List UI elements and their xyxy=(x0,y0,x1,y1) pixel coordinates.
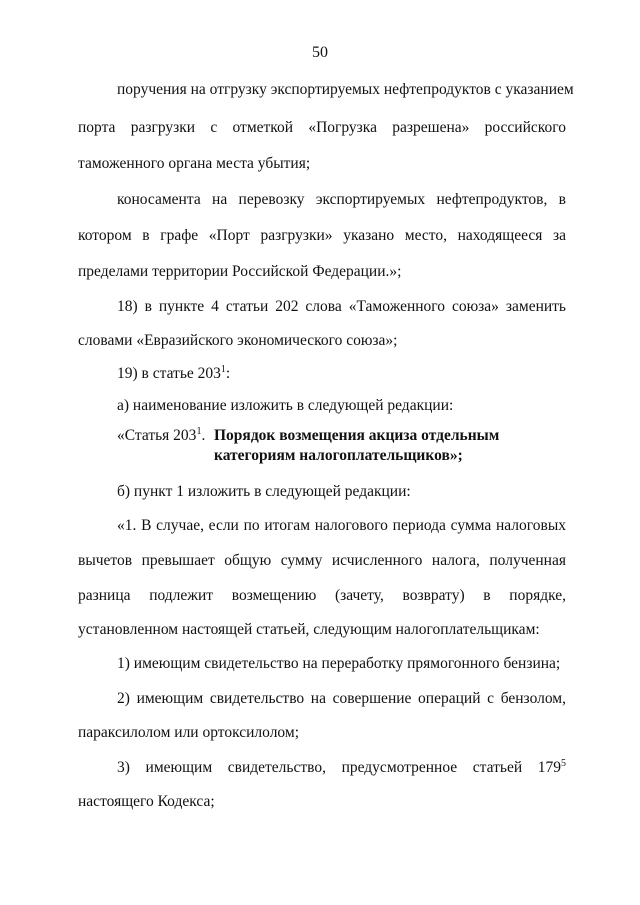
text-line: параксилолом или ортоксилолом; xyxy=(78,724,299,741)
text-fragment: 19) в статье 203 xyxy=(117,365,221,382)
text-line: настоящего Кодекса; xyxy=(78,793,215,810)
text-line: 1) имеющим свидетельство на переработку прямогонного бензина; xyxy=(117,655,561,672)
text-line: установленном настоящей статьей, следующим налогоплательщикам: xyxy=(78,621,540,638)
text-line: порта разгрузки с отметкой «Погрузка разрешена» российского xyxy=(78,119,566,136)
text-line: вычетов превышает общую сумму исчисленного налога, полученная xyxy=(78,552,566,569)
text-fragment: 3) имеющим свидетельство, предусмотренное статьей 179 xyxy=(117,759,561,776)
text-line: разница подлежит возмещению (зачету, возврату) в порядке, xyxy=(78,587,566,604)
article-title-line-2: категориям налогоплательщиков»; xyxy=(214,447,463,464)
text-line: коносамента на перевозку экспортируемых нефтепродуктов, в xyxy=(117,191,566,208)
text-line xyxy=(117,758,566,778)
text-line: б) пункт 1 изложить в следующей редакции: xyxy=(117,483,411,500)
text-line: словами «Евразийского экономического союза»; xyxy=(78,332,398,349)
text-line: «1. В случае, если по итогам налогового периода сумма налоговых xyxy=(117,517,566,534)
article-title xyxy=(117,426,577,464)
superscript: 1 xyxy=(196,426,202,437)
superscript: 1 xyxy=(220,364,226,375)
text-line: таможенного органа места убытия; xyxy=(78,155,311,172)
text-line: котором в графе «Порт разгрузки» указано место, находящееся за xyxy=(78,227,566,244)
article-title-line-1: Порядок возмещения акциза отдельным xyxy=(214,427,500,444)
text-line: а) наименование изложить в следующей редакции: xyxy=(117,397,454,414)
text-line: поручения на отгрузку экспортируемых нефтепродуктов с указанием xyxy=(117,81,574,98)
article-label: «Статья $203^1$. xyxy=(117,426,206,444)
text-fragment: : xyxy=(225,365,231,382)
text-line: пределами территории Российской Федерации.»; xyxy=(78,263,402,280)
page-number: 50 xyxy=(312,44,328,61)
text-line: 18) в пункте 4 статьи 202 слова «Таможенного союза» заменить xyxy=(117,298,566,315)
text-line: 2) имеющим свидетельство на совершение операций с бензолом, xyxy=(117,690,566,707)
text-line xyxy=(117,364,566,384)
superscript: 5 xyxy=(561,758,566,769)
